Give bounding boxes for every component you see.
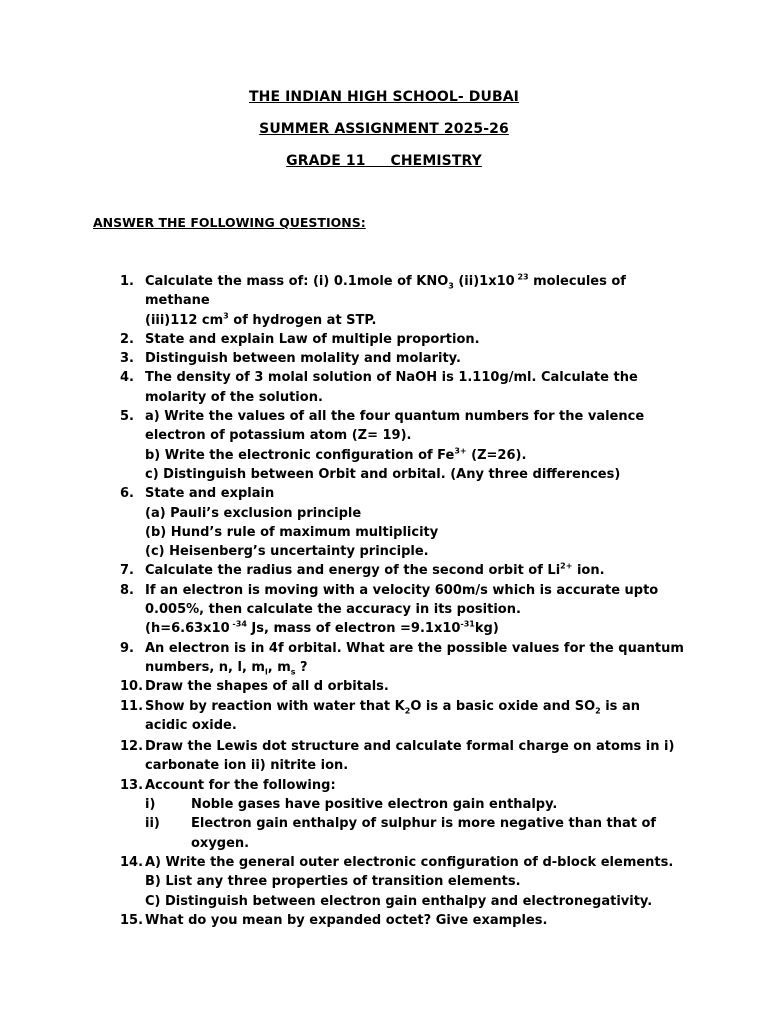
question-text: (iii)112 cm [145, 312, 224, 328]
question-text: O is a basic oxide and SO [410, 698, 596, 714]
question-part-b [145, 446, 685, 465]
question-number: 9. [120, 640, 134, 656]
question-13 [120, 776, 685, 853]
question-part-c: (c) Heisenberg’s uncertainty principle. [145, 544, 429, 560]
question-text: Distinguish between molality and molarity. [145, 351, 461, 367]
question-text: ? [295, 659, 308, 675]
question-9 [120, 639, 685, 678]
question-text: of hydrogen at STP. [228, 312, 377, 328]
question-text: is an acidic oxide. [145, 698, 640, 733]
question-number: 11. [120, 698, 144, 714]
assignment-name: SUMMER ASSIGNMENT 2025-26 [259, 121, 509, 137]
question-part-c: c) Distinguish between Orbit and orbital. (Any three differences) [145, 466, 621, 482]
question-text: Draw the Lewis dot structure and calculate formal charge on atoms in i) carbonate ion ii) nitrite ion. [145, 739, 675, 774]
question-2 [120, 330, 685, 349]
question-text: molecules of methane [145, 274, 626, 309]
subscript: 2 [404, 706, 411, 716]
question-constants [145, 619, 685, 638]
question-text: (ii)1x10 [453, 274, 515, 289]
question-14 [120, 853, 685, 911]
grade-subject-title [0, 153, 768, 169]
question-8 [120, 581, 685, 639]
question-number: 8. [120, 582, 134, 598]
question-text: Show by reaction with water that K [145, 698, 405, 714]
question-text: numbers, n, l, m [145, 659, 265, 675]
superscript: -31 [460, 620, 475, 630]
question-15 [120, 911, 685, 930]
question-text: Calculate the radius and energy of the second orbit of Li [145, 563, 561, 579]
roman-numeral: ii) [145, 816, 160, 832]
question-text: State and explain [145, 486, 275, 502]
question-part-b: (b) Hund’s rule of maximum multiplicity [145, 524, 439, 540]
question-text: What do you mean by expanded octet? Give examples. [145, 912, 548, 928]
question-text: kg) [474, 621, 499, 637]
question-number: 4. [120, 370, 134, 386]
question-part-b: B) List any three properties of transition elements. [145, 874, 521, 890]
question-12 [120, 737, 685, 776]
question-part-c: C) Distinguish between electron gain enthalpy and electronegativity. [145, 893, 653, 909]
question-number: 7. [120, 563, 134, 579]
question-text: Draw the shapes of all d orbitals. [145, 679, 389, 695]
question-number: 2. [120, 331, 134, 347]
question-part-a: (a) Pauli’s exclusion principle [145, 505, 362, 521]
question-4 [120, 368, 685, 407]
question-text: , m [267, 659, 291, 675]
question-number: 12. [120, 739, 144, 755]
question-text: b) Write the electronic configuration of Fe [145, 447, 455, 463]
question-text: An electron is in 4f orbital. What are the possible values for the quantum [145, 640, 684, 656]
question-number: 15. [120, 912, 144, 928]
question-text: (h=6.63x10 [145, 621, 230, 637]
superscript: 3 [223, 311, 229, 321]
subject-label: CHEMISTRY [390, 153, 482, 169]
superscript: 3+ [454, 446, 467, 456]
subscript: s [290, 667, 296, 677]
question-text: If an electron is moving with a velocity 600m/s which is accurate upto 0.005%, then calculate the accuracy in its position. [145, 582, 659, 618]
subscript: l [264, 667, 268, 677]
question-text: Noble gases have positive electron gain enthalpy. [191, 797, 558, 813]
question-text: ion. [572, 563, 605, 579]
question-text: Electron gain enthalpy of sulphur is more negative than that of oxygen. [191, 816, 657, 851]
subscript: 3 [448, 281, 454, 291]
question-number: 6. [120, 486, 134, 502]
question-part-i [145, 795, 685, 814]
question-text: The density of 3 molal solution of NaOH is 1.110g/ml. Calculate the molarity of the solution. [145, 370, 638, 405]
question-text: State and explain Law of multiple proportion. [145, 331, 480, 347]
question-text: Js, mass of electron =9.1x10 [246, 621, 461, 637]
question-number: 5. [120, 409, 134, 425]
question-number: 13. [120, 777, 144, 793]
question-3 [120, 349, 685, 368]
question-text-2 [145, 658, 685, 677]
superscript: 2+ [560, 562, 573, 572]
question-text: Calculate the mass of: (i) 0.1mole of KNO [145, 274, 449, 289]
grade-label: GRADE 11 [286, 153, 366, 169]
question-7 [120, 561, 685, 580]
question-list [120, 272, 685, 930]
superscript: -34 [229, 620, 247, 630]
assignment-title [0, 121, 768, 137]
question-number: 14. [120, 854, 144, 870]
question-1 [120, 272, 685, 330]
question-part-ii [145, 814, 685, 853]
subscript: 2 [595, 706, 601, 716]
section-title: ANSWER THE FOLLOWING QUESTIONS: [93, 215, 366, 230]
question-11 [120, 697, 685, 736]
school-title [0, 89, 768, 105]
superscript: 23 [514, 272, 529, 282]
question-part-a: A) Write the general outer electronic configuration of d-block elements. [145, 854, 674, 870]
question-5 [120, 407, 685, 484]
question-number: 10. [120, 679, 144, 695]
question-part-a: a) Write the values of all the four quantum numbers for the valence electron of potassium atom (Z= 19). [145, 409, 645, 444]
question-text: (Z=26). [466, 447, 527, 463]
roman-numeral: i) [145, 797, 156, 813]
school-name: THE INDIAN HIGH SCHOOL- DUBAI [249, 89, 519, 105]
question-10 [120, 677, 685, 696]
question-6 [120, 484, 685, 561]
question-number: 1. [120, 274, 134, 289]
question-number: 3. [120, 351, 134, 367]
question-text: Account for the following: [145, 777, 336, 793]
